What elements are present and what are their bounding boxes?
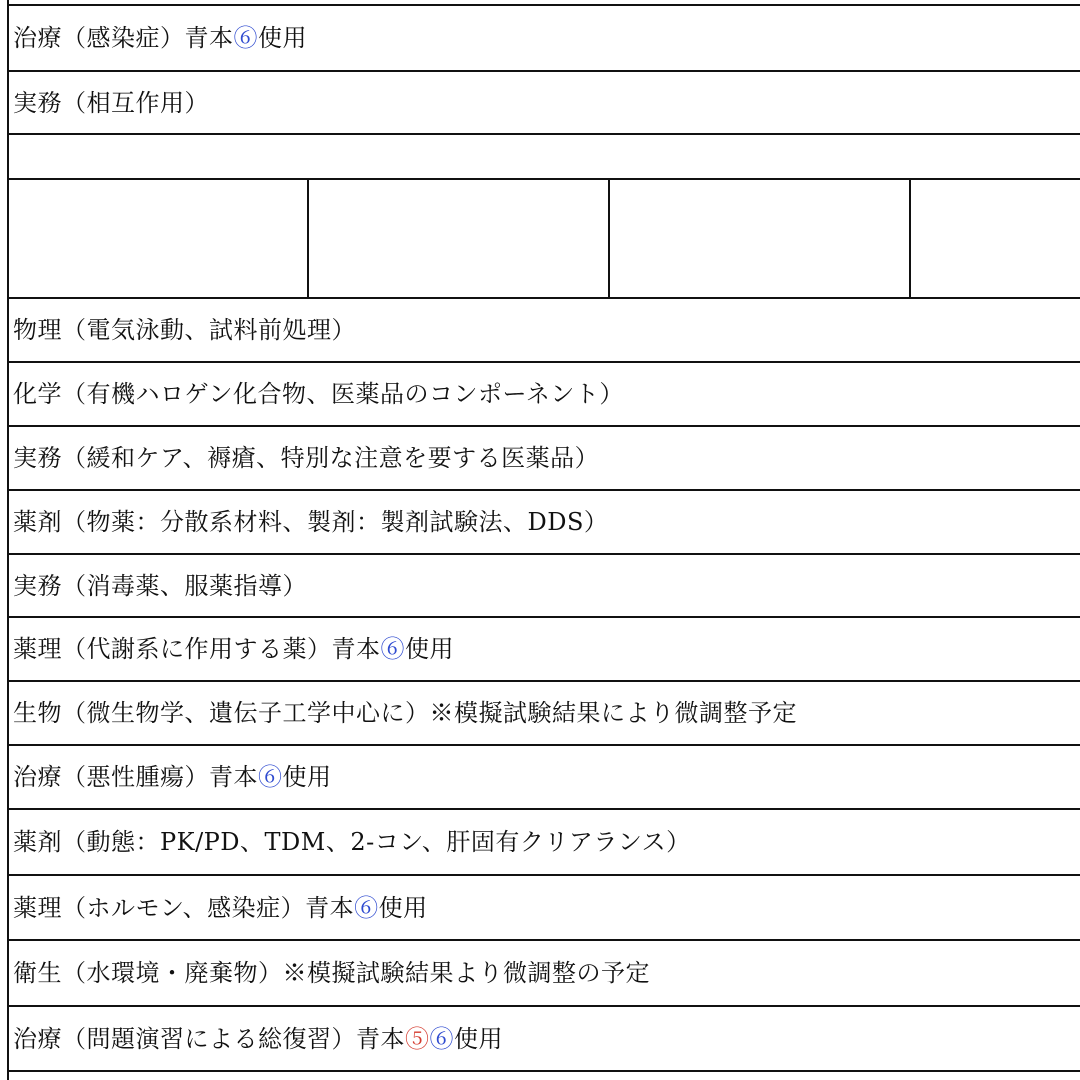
volume-mark: ⑥: [429, 1024, 454, 1053]
table-row: [7, 1007, 1080, 1072]
volume-mark: ⑤: [405, 1024, 430, 1053]
row-text: 実務（緩和ケア、褥瘡、特別な注意を要する医薬品）: [13, 444, 600, 472]
volume-mark: ⑥: [233, 24, 258, 52]
table-row: [7, 363, 1080, 427]
empty-cell: [610, 180, 911, 297]
table-row: [7, 682, 1080, 746]
volume-mark: ⑥: [380, 635, 405, 663]
volume-mark: ⑥: [258, 763, 283, 791]
table-row: [7, 299, 1080, 363]
table-row: [7, 746, 1080, 810]
table-row: [7, 810, 1080, 876]
empty-cell: [9, 180, 309, 297]
table-row: [7, 6, 1080, 72]
row-text: 生物（微生物学、遺伝子工学中心に）※模擬試験結果により微調整予定: [13, 699, 797, 727]
row-text: 治療（感染症）青本⑥使用: [13, 24, 307, 52]
row-text: 実務（相互作用）: [13, 88, 209, 117]
row-text: 薬理（ホルモン、感染症）青本⑥使用: [13, 893, 428, 922]
empty-grid-row: [7, 180, 1080, 299]
row-text: 実務（消毒薬、服薬指導）: [13, 571, 307, 600]
table-row: [7, 876, 1080, 941]
table-row: [7, 618, 1080, 682]
row-text: 衛生（水環境・廃棄物）※模擬試験結果より微調整の予定: [13, 959, 650, 987]
empty-cell: [309, 180, 610, 297]
row-text: 薬剤（物薬：分散系材料、製剤：製剤試験法、DDS）: [13, 508, 609, 536]
table-bottom-edge: [7, 1072, 1080, 1080]
row-text: 化学（有機ハロゲン化合物、医薬品のコンポーネント）: [13, 380, 624, 408]
table-row: [7, 555, 1080, 618]
empty-row: [7, 135, 1080, 180]
row-text: 薬理（代謝系に作用する薬）青本⑥使用: [13, 635, 454, 663]
row-text: 治療（悪性腫瘍）青本⑥使用: [13, 763, 332, 791]
row-text: 物理（電気泳動、試料前処理）: [13, 316, 356, 344]
row-text: 薬剤（動態：PK/PD、TDM、2-コン、肝固有クリアランス）: [13, 828, 691, 856]
table-row: [7, 427, 1080, 491]
empty-cell: [911, 180, 1080, 297]
row-text: 治療（問題演習による総復習）青本⑤⑥使用: [13, 1024, 503, 1053]
volume-mark: ⑥: [354, 893, 379, 922]
table-row: [7, 941, 1080, 1007]
table-row: [7, 72, 1080, 135]
table-row: [7, 491, 1080, 555]
